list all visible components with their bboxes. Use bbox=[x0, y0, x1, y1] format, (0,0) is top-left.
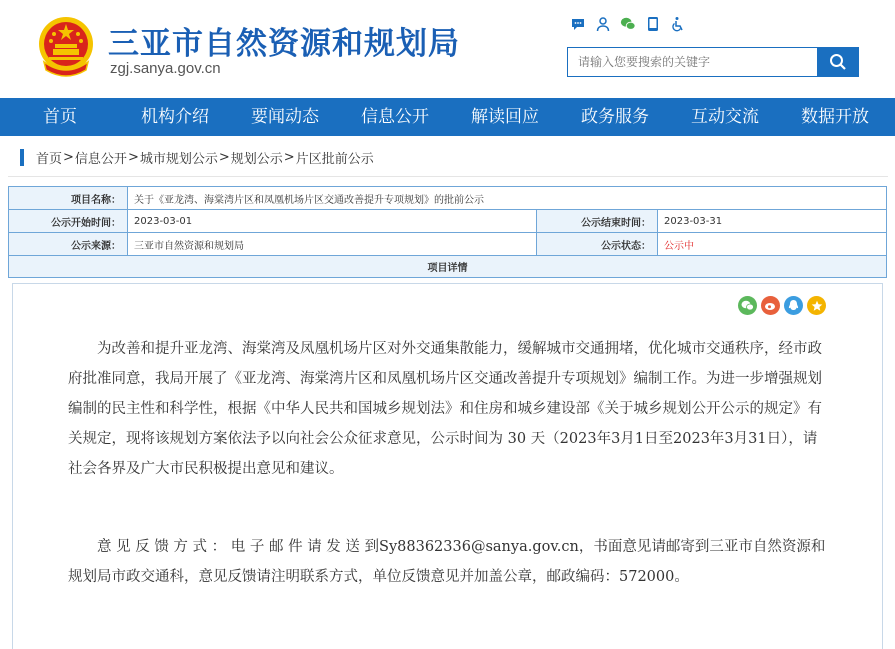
qq-share-icon[interactable] bbox=[784, 296, 803, 315]
accessibility-icon[interactable] bbox=[670, 15, 686, 33]
source-value: 三亚市自然资源和规划局 bbox=[128, 233, 537, 256]
breadcrumb-divider bbox=[8, 176, 888, 177]
project-name-value: 关于《亚龙湾、海棠湾片区和凤凰机场片区交通改善提升专项规划》的批前公示 bbox=[128, 187, 887, 210]
breadcrumb-separator: > bbox=[218, 149, 230, 165]
search-button[interactable] bbox=[817, 48, 858, 76]
status-badge: 公示中 bbox=[658, 233, 887, 256]
article-paragraph-2: 意 见 反 馈 方 式 ： 电 子 邮 件 请 发 送 到Sy88362336@sanya.gov.cn，书面意见请邮寄到三亚市自然资源和规划局市政交通科，意见反馈请注明联系方式，单位反馈意见并加盖公章，邮政编码：572000。 bbox=[68, 539, 826, 585]
end-date-label: 公示结束时间： bbox=[537, 210, 658, 233]
project-info-table bbox=[8, 186, 887, 278]
breadcrumb-separator: > bbox=[63, 149, 74, 165]
share-bar bbox=[738, 296, 826, 315]
favorite-icon[interactable] bbox=[807, 296, 826, 315]
national-emblem-icon bbox=[36, 14, 96, 80]
breadcrumb bbox=[20, 147, 374, 167]
nav-info-disclosure[interactable]: 信息公开 bbox=[361, 107, 429, 127]
project-name-label: 项目名称： bbox=[9, 187, 128, 210]
table-row bbox=[9, 210, 887, 233]
breadcrumb-separator: > bbox=[127, 149, 139, 165]
start-date-label: 公示开始时间： bbox=[9, 210, 128, 233]
site-domain: zgj.sanya.gov.cn bbox=[110, 60, 221, 77]
site-header bbox=[0, 0, 895, 98]
breadcrumb-current[interactable]: 片区批前公示 bbox=[295, 151, 374, 167]
breadcrumb-planning-notice[interactable]: 规划公示 bbox=[230, 151, 283, 167]
breadcrumb-info-disclosure[interactable]: 信息公开 bbox=[74, 151, 127, 167]
top-toolbar bbox=[570, 15, 686, 33]
nav-interpretation[interactable]: 解读回应 bbox=[471, 107, 539, 127]
source-label: 公示来源： bbox=[9, 233, 128, 256]
user-icon[interactable] bbox=[595, 15, 611, 33]
table-row bbox=[9, 233, 887, 256]
breadcrumb-home[interactable]: 首页 bbox=[36, 151, 63, 167]
section-title: 项目详情 bbox=[9, 256, 887, 278]
search-icon bbox=[829, 53, 847, 71]
table-row bbox=[9, 187, 887, 210]
nav-home[interactable]: 首页 bbox=[43, 107, 77, 127]
nav-about[interactable]: 机构介绍 bbox=[141, 107, 209, 127]
start-date-value: 2023-03-01 bbox=[128, 210, 537, 233]
message-icon[interactable] bbox=[570, 15, 586, 33]
main-nav bbox=[0, 98, 895, 136]
breadcrumb-marker bbox=[20, 149, 24, 166]
search-bar bbox=[567, 47, 859, 77]
article-paragraph-1: 为改善和提升亚龙湾、海棠湾及凤凰机场片区对外交通集散能力，缓解城市交通拥堵，优化城市交通秩序，经市政府批准同意，我局开展了《亚龙湾、海棠湾片区和凤凰机场片区交通改善提升专项规划》编制工作。为进一步增强规划编制的民主性和科学性，根据《中华人民共和国城乡规划法》和住房和城乡建设部《关于城乡规划公开公示的规定》有关规定，现将该规划方案依法予以向社会公众征求意见，公示时间为 30 天（2023年3月1日至2023年3月31日），请社会各界及广大市民积极提出意见和建议。 bbox=[68, 341, 822, 477]
weibo-share-icon[interactable] bbox=[761, 296, 780, 315]
end-date-value: 2023-03-31 bbox=[658, 210, 887, 233]
breadcrumb-separator: > bbox=[283, 149, 295, 165]
wechat-share-icon[interactable] bbox=[738, 296, 757, 315]
search-input[interactable] bbox=[568, 48, 817, 76]
status-label: 公示状态： bbox=[537, 233, 658, 256]
nav-open-data[interactable]: 数据开放 bbox=[801, 107, 869, 127]
article-content bbox=[12, 283, 883, 649]
nav-gov-services[interactable]: 政务服务 bbox=[581, 107, 649, 127]
table-row bbox=[9, 256, 887, 278]
nav-news[interactable]: 要闻动态 bbox=[251, 107, 319, 127]
nav-interaction[interactable]: 互动交流 bbox=[691, 107, 759, 127]
wechat-icon[interactable] bbox=[620, 15, 636, 33]
breadcrumb-city-planning[interactable]: 城市规划公示 bbox=[139, 151, 218, 167]
site-title[interactable]: 三亚市自然资源和规划局 bbox=[108, 26, 460, 62]
mobile-icon[interactable] bbox=[645, 15, 661, 33]
